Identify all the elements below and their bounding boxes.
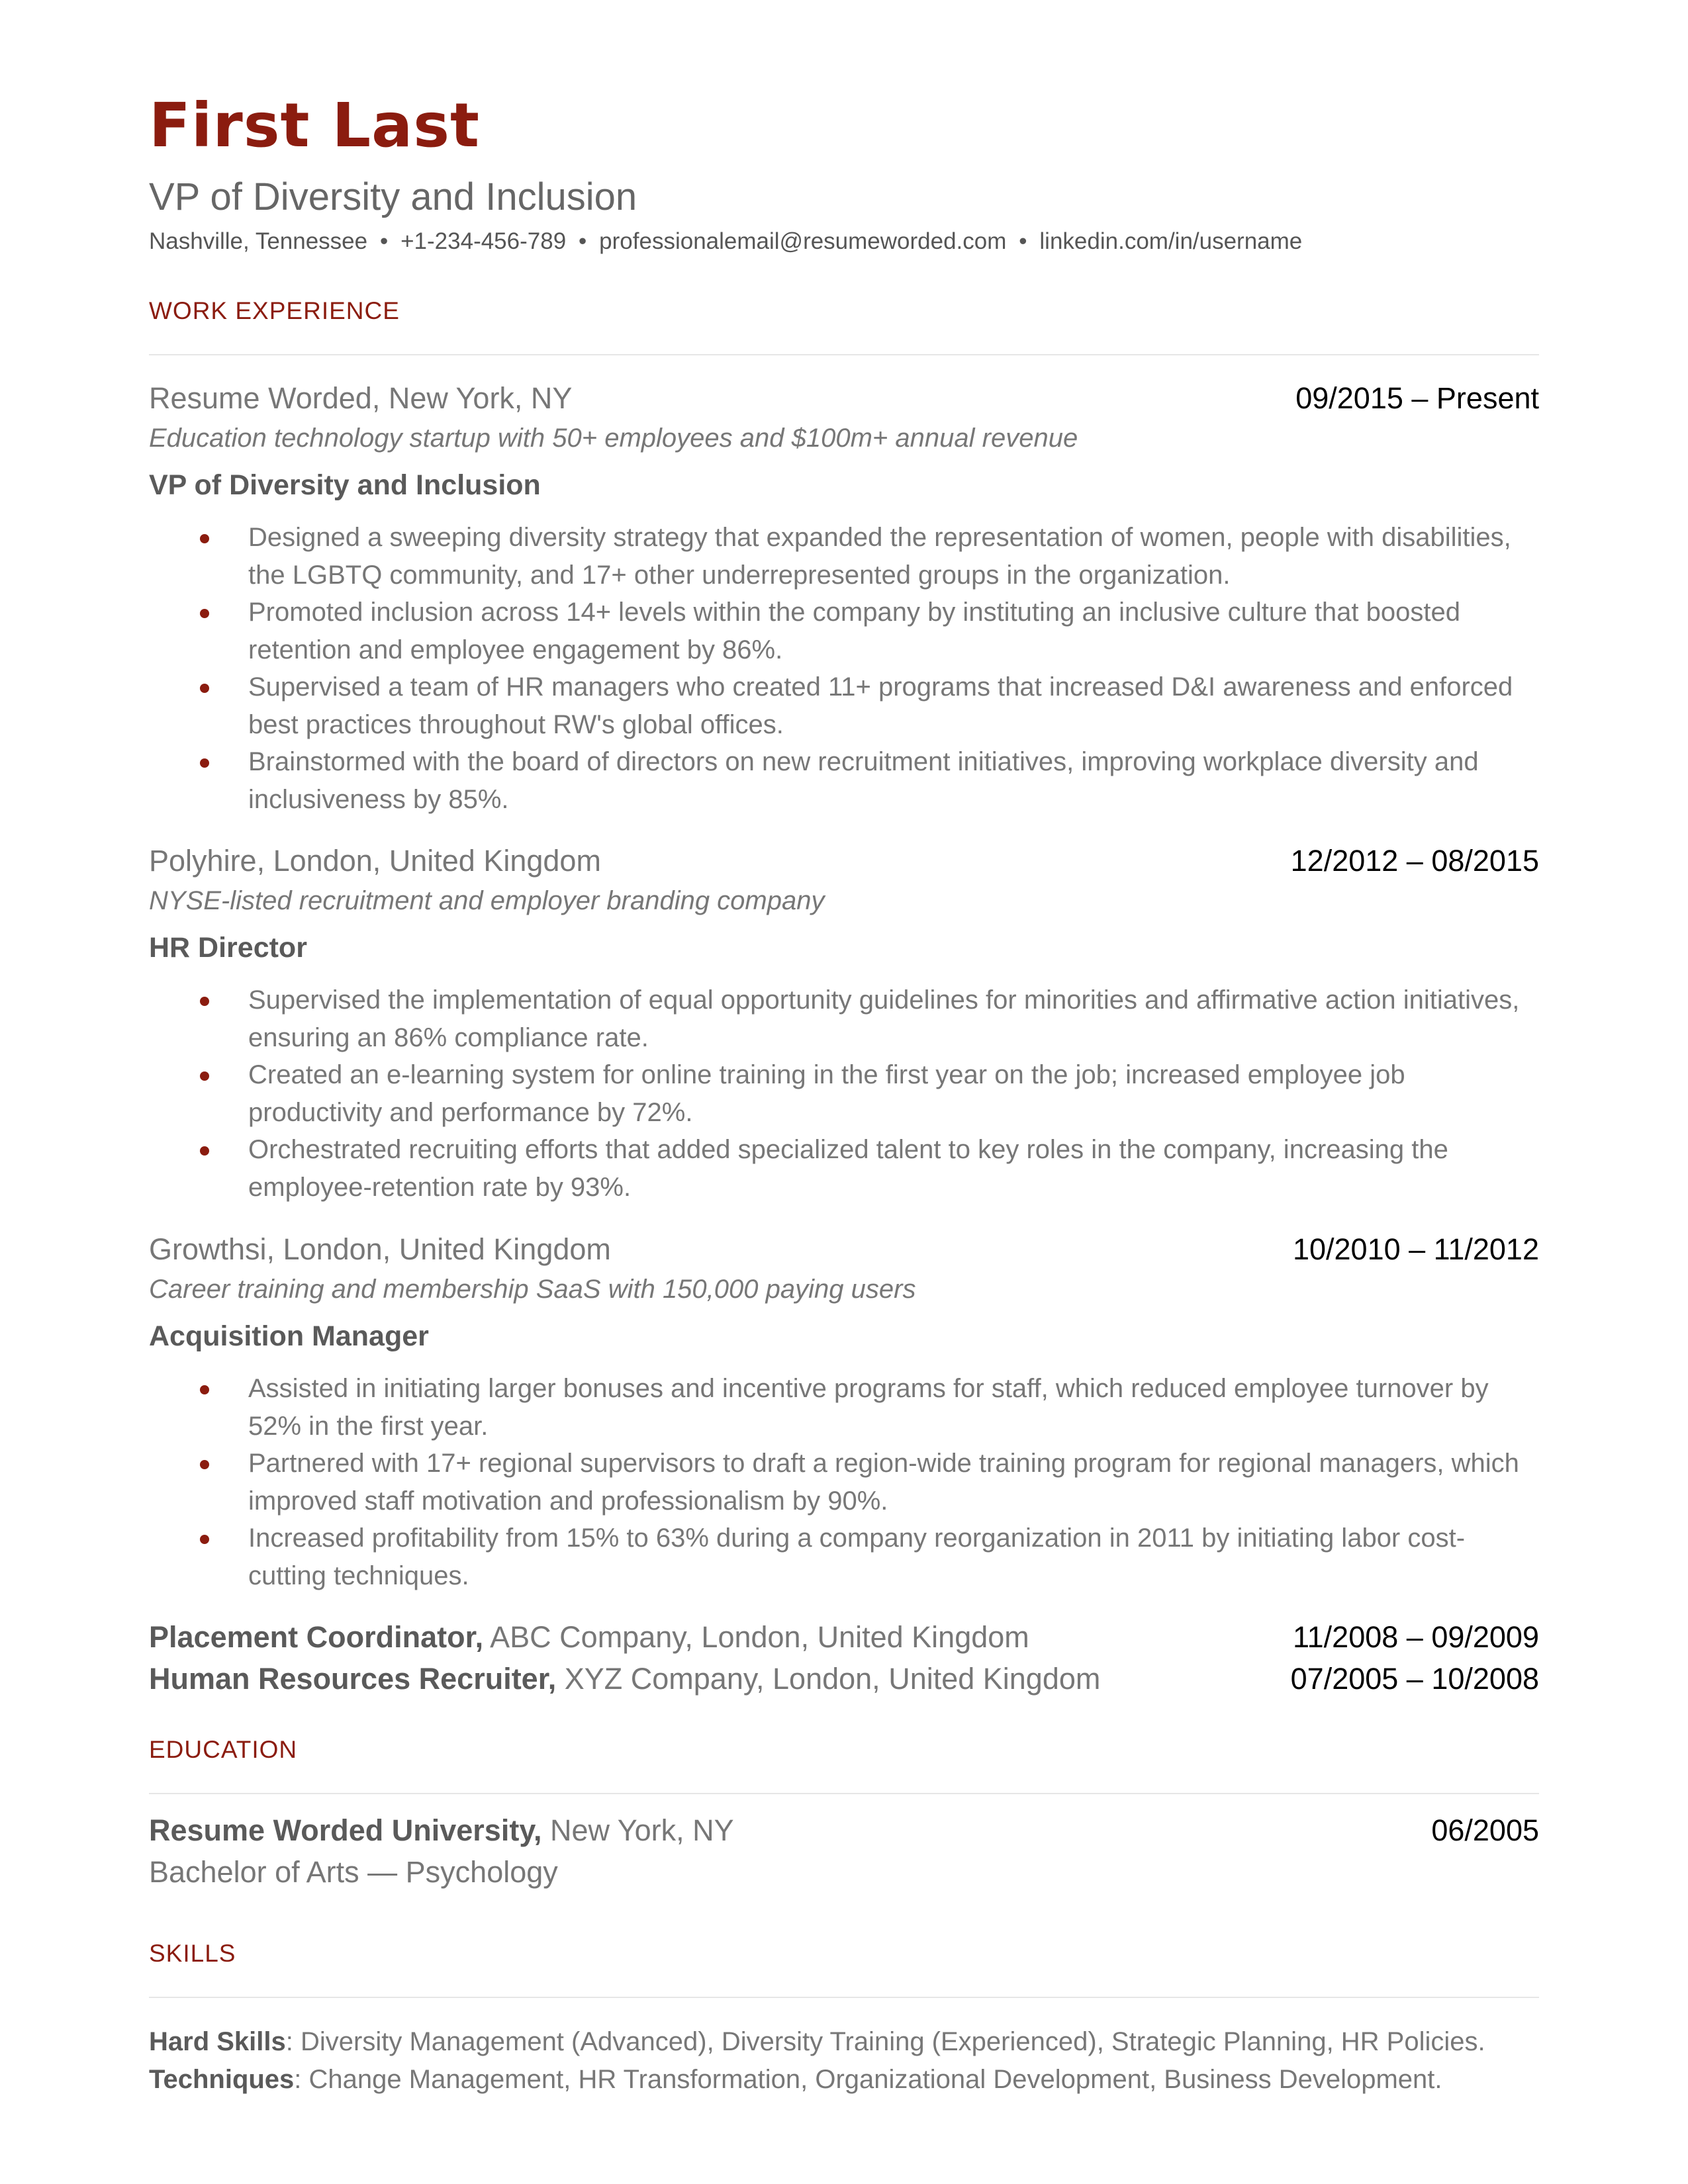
earlier-role-dates: 11/2008 – 09/2009	[1292, 1620, 1539, 1654]
job-bullets	[149, 1370, 1539, 1594]
education-date: 06/2005	[1431, 1813, 1539, 1847]
job-description: Career training and membership SaaS with 150,000 paying users	[149, 1275, 916, 1304]
bullet-text: Promoted inclusion across 14+ levels within the company by instituting an inclusive culture that boosted retention and employee engagement by 86%.	[248, 598, 1460, 664]
bullet-icon	[200, 758, 209, 768]
bullet-item	[149, 519, 1539, 594]
bullet-icon	[200, 1071, 209, 1081]
contact-linkedin[interactable]: linkedin.com/in/username	[1039, 228, 1303, 254]
bullet-text: Assisted in initiating larger bonuses and incentive programs for staff, which reduced employee turnover by 52% in the first year.	[248, 1374, 1489, 1441]
bullet-text: Designed a sweeping diversity strategy that expanded the representation of women, people with disabilities, the LGBTQ community, and 17+ other underrepresented groups in the organization.	[248, 523, 1511, 590]
bullet-icon	[200, 609, 209, 618]
skills-hard-label: Hard Skills	[149, 2027, 286, 2056]
job-bullets	[149, 519, 1539, 818]
skills-hard	[149, 2023, 1539, 2061]
job-role: Acquisition Manager	[149, 1320, 429, 1352]
education-degree: Bachelor of Arts — Psychology	[149, 1855, 558, 1889]
contact-line	[149, 225, 1302, 258]
contact-email[interactable]: professionalemail@resumeworded.com	[599, 228, 1007, 254]
bullet-item	[149, 981, 1539, 1056]
job-company: Growthsi, London, United Kingdom	[149, 1232, 611, 1266]
bullet-icon	[200, 684, 209, 693]
contact-separator: •	[579, 228, 587, 254]
job-company: Polyhire, London, United Kingdom	[149, 844, 601, 878]
bullet-item	[149, 594, 1539, 668]
bullet-item	[149, 1445, 1539, 1520]
bullet-item	[149, 743, 1539, 818]
job-company: Resume Worded, New York, NY	[149, 381, 573, 415]
job-role: VP of Diversity and Inclusion	[149, 469, 541, 501]
contact-separator: •	[379, 228, 389, 254]
contact-separator: •	[1019, 228, 1027, 254]
bullet-icon	[200, 534, 209, 543]
earlier-role-dates: 07/2005 – 10/2008	[1290, 1662, 1539, 1696]
section-divider	[149, 354, 1539, 355]
bullet-text: Partnered with 17+ regional supervisors to draft a region-wide training program for regional managers, which improved staff motivation and professionalism by 90%.	[248, 1449, 1519, 1516]
bullet-item	[149, 1520, 1539, 1594]
section-title-education: EDUCATION	[149, 1736, 298, 1763]
earlier-role-text	[149, 1617, 1029, 1657]
earlier-role-title: Placement Coordinator,	[149, 1620, 484, 1654]
skills-techniques	[149, 2061, 1539, 2099]
section-title-work: WORK EXPERIENCE	[149, 297, 400, 324]
job-dates: 12/2012 – 08/2015	[1290, 844, 1539, 878]
job-dates: 09/2015 – Present	[1295, 381, 1539, 415]
earlier-role-company: ABC Company, London, United Kingdom	[490, 1620, 1029, 1654]
section-title-skills: SKILLS	[149, 1940, 236, 1967]
contact-location: Nashville, Tennessee	[149, 228, 368, 254]
bullet-text: Brainstormed with the board of directors on new recruitment initiatives, improving workplace diversity and inclusiveness by 85%.	[248, 747, 1479, 814]
section-divider	[149, 1997, 1539, 1998]
bullet-item	[149, 1056, 1539, 1131]
bullet-icon	[200, 1385, 209, 1394]
bullet-text: Created an e-learning system for online training in the first year on the job; increased employee job productivity and performance by 72%.	[248, 1060, 1405, 1127]
bullet-icon	[200, 997, 209, 1006]
job-role: HR Director	[149, 932, 307, 964]
bullet-icon	[200, 1460, 209, 1469]
bullet-text: Supervised the implementation of equal opportunity guidelines for minorities and affirmative action initiatives, ensuring an 86% compliance rate.	[248, 985, 1520, 1052]
skills-hard-value: : Diversity Management (Advanced), Diversity Training (Experienced), Strategic Planning, HR Policies.	[285, 2027, 1485, 2056]
bullet-text: Increased profitability from 15% to 63% during a company reorganization in 2011 by initiating labor cost-cutting techniques.	[248, 1524, 1466, 1590]
job-description: Education technology startup with 50+ employees and $100m+ annual revenue	[149, 424, 1078, 453]
earlier-role-text	[149, 1659, 1100, 1699]
bullet-icon	[200, 1535, 209, 1544]
contact-phone[interactable]: +1-234-456-789	[400, 228, 567, 254]
job-bullets	[149, 981, 1539, 1206]
bullet-item	[149, 668, 1539, 743]
education-school-line	[149, 1811, 734, 1850]
skills-techniques-label: Techniques	[149, 2065, 295, 2094]
bullet-icon	[200, 1146, 209, 1156]
candidate-title: VP of Diversity and Inclusion	[149, 175, 637, 218]
education-location: New York, NY	[550, 1813, 734, 1847]
candidate-name: First Last	[149, 90, 480, 161]
job-dates: 10/2010 – 11/2012	[1292, 1232, 1539, 1266]
earlier-role-title: Human Resources Recruiter,	[149, 1662, 557, 1696]
education-school: Resume Worded University,	[149, 1813, 542, 1847]
job-description: NYSE-listed recruitment and employer branding company	[149, 886, 825, 915]
bullet-item	[149, 1131, 1539, 1206]
bullet-text: Supervised a team of HR managers who created 11+ programs that increased D&I awareness and enforced best practices throughout RW's global offices.	[248, 672, 1513, 739]
earlier-role-company: XYZ Company, London, United Kingdom	[564, 1662, 1101, 1696]
bullet-text: Orchestrated recruiting efforts that added specialized talent to key roles in the company, increasing the employee-retention rate by 93%.	[248, 1135, 1448, 1202]
skills-techniques-value: : Change Management, HR Transformation, Organizational Development, Business Development.	[294, 2065, 1442, 2094]
bullet-item	[149, 1370, 1539, 1445]
section-divider	[149, 1793, 1539, 1794]
